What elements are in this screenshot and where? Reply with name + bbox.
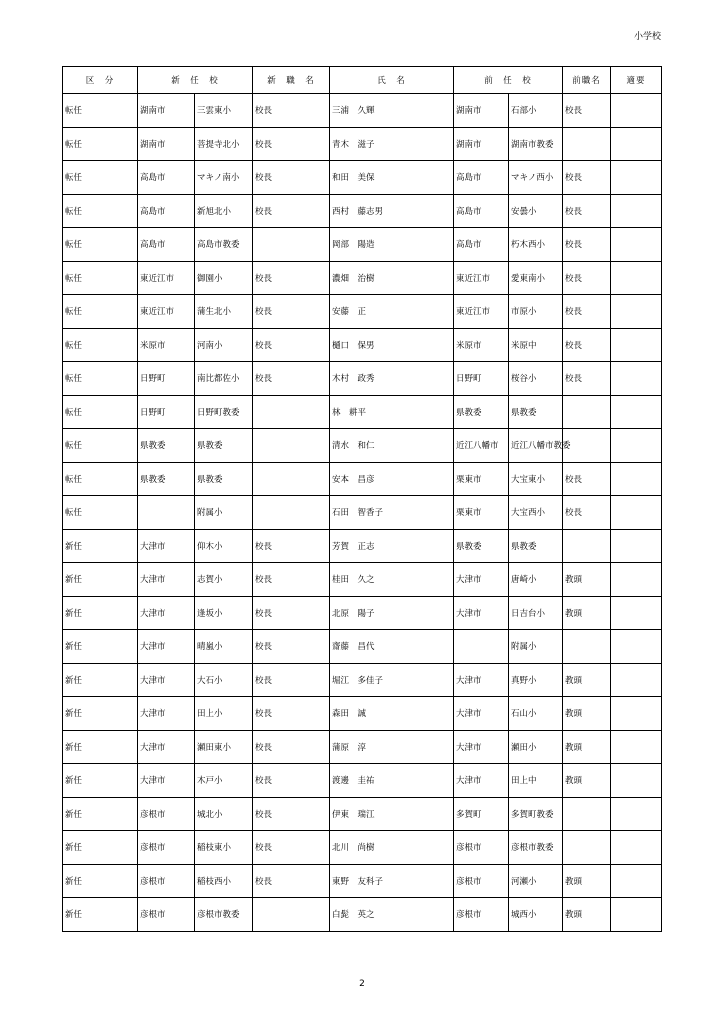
table-row	[63, 730, 662, 764]
table-row	[63, 228, 662, 262]
cell-remarks	[611, 395, 662, 429]
cell-prev-place: 高島市	[454, 194, 509, 228]
cell-prev-place: 湖南市	[454, 127, 509, 161]
cell-prev-post: 校長	[563, 362, 611, 396]
header-kubun: 区 分	[63, 67, 138, 94]
cell-remarks	[611, 596, 662, 630]
table-row	[63, 362, 662, 396]
table-row	[63, 94, 662, 128]
table-row	[63, 764, 662, 798]
cell-kubun: 新任	[63, 697, 138, 731]
cell-name: 伊東 瑞江	[330, 797, 454, 831]
table-row	[63, 496, 662, 530]
cell-new-school: 菩提寺北小	[195, 127, 253, 161]
cell-remarks	[611, 462, 662, 496]
cell-prev-place: 彦根市	[454, 864, 509, 898]
cell-prev-post	[563, 797, 611, 831]
cell-prev-post: 校長	[563, 462, 611, 496]
cell-prev-post: 教頭	[563, 764, 611, 798]
cell-kubun: 新任	[63, 831, 138, 865]
cell-prev-place: 栗東市	[454, 462, 509, 496]
cell-kubun: 新任	[63, 630, 138, 664]
cell-new-school: 瀬田東小	[195, 730, 253, 764]
cell-remarks	[611, 362, 662, 396]
cell-new-place: 彦根市	[138, 797, 195, 831]
cell-new-place: 米原市	[138, 328, 195, 362]
table-row	[63, 563, 662, 597]
cell-prev-post: 教頭	[563, 697, 611, 731]
cell-new-place: 大津市	[138, 663, 195, 697]
cell-kubun: 転任	[63, 228, 138, 262]
cell-prev-school: 県教委	[509, 529, 563, 563]
cell-kubun: 転任	[63, 194, 138, 228]
cell-new-post	[253, 395, 330, 429]
cell-prev-place: 日野町	[454, 362, 509, 396]
cell-new-school: 河南小	[195, 328, 253, 362]
cell-new-school: 南比都佐小	[195, 362, 253, 396]
cell-prev-place: 大津市	[454, 764, 509, 798]
cell-new-school: 木戸小	[195, 764, 253, 798]
cell-new-place: 高島市	[138, 228, 195, 262]
cell-name: 白髭 英之	[330, 898, 454, 932]
cell-prev-place: 栗東市	[454, 496, 509, 530]
cell-remarks	[611, 261, 662, 295]
cell-new-place	[138, 496, 195, 530]
table-body	[63, 94, 662, 932]
cell-new-post: 校長	[253, 630, 330, 664]
cell-new-place: 大津市	[138, 730, 195, 764]
cell-kubun: 新任	[63, 563, 138, 597]
cell-prev-school: 唐崎小	[509, 563, 563, 597]
header-prev-post: 前職名	[563, 67, 611, 94]
cell-prev-place: 湖南市	[454, 94, 509, 128]
cell-kubun: 転任	[63, 328, 138, 362]
cell-remarks	[611, 864, 662, 898]
cell-prev-school: マキノ西小	[509, 161, 563, 195]
cell-new-school: 日野町教委	[195, 395, 253, 429]
cell-name: 西村 藤志男	[330, 194, 454, 228]
cell-remarks	[611, 127, 662, 161]
cell-new-post: 校長	[253, 328, 330, 362]
cell-new-school: 晴嵐小	[195, 630, 253, 664]
cell-name: 桂田 久之	[330, 563, 454, 597]
table-row	[63, 295, 662, 329]
cell-name: 堀江 多佳子	[330, 663, 454, 697]
cell-new-school: 城北小	[195, 797, 253, 831]
cell-prev-post: 校長	[563, 261, 611, 295]
cell-prev-school: 田上中	[509, 764, 563, 798]
table-row	[63, 328, 662, 362]
cell-new-school: マキノ南小	[195, 161, 253, 195]
cell-prev-post	[563, 529, 611, 563]
cell-prev-post: 教頭	[563, 596, 611, 630]
cell-prev-place	[454, 630, 509, 664]
cell-new-place: 彦根市	[138, 831, 195, 865]
cell-kubun: 転任	[63, 94, 138, 128]
table-row	[63, 898, 662, 932]
cell-prev-place: 大津市	[454, 697, 509, 731]
table-row	[63, 630, 662, 664]
header-remarks: 適要	[611, 67, 662, 94]
cell-new-place: 大津市	[138, 596, 195, 630]
cell-name: 齋藤 昌代	[330, 630, 454, 664]
cell-new-post	[253, 462, 330, 496]
cell-name: 渡邊 圭祐	[330, 764, 454, 798]
cell-remarks	[611, 563, 662, 597]
table-row	[63, 864, 662, 898]
cell-kubun: 転任	[63, 362, 138, 396]
cell-new-post: 校長	[253, 764, 330, 798]
cell-new-school: 彦根市教委	[195, 898, 253, 932]
cell-name: 森田 誠	[330, 697, 454, 731]
cell-prev-post: 校長	[563, 496, 611, 530]
cell-name: 林 耕平	[330, 395, 454, 429]
cell-prev-post: 教頭	[563, 898, 611, 932]
cell-new-post	[253, 898, 330, 932]
table-row	[63, 797, 662, 831]
cell-kubun: 転任	[63, 462, 138, 496]
cell-name: 蒲原 淳	[330, 730, 454, 764]
cell-new-post	[253, 496, 330, 530]
cell-new-place: 彦根市	[138, 898, 195, 932]
cell-new-post: 校長	[253, 261, 330, 295]
cell-prev-place: 東近江市	[454, 295, 509, 329]
cell-prev-school: 桜谷小	[509, 362, 563, 396]
cell-prev-school: 日吉台小	[509, 596, 563, 630]
cell-prev-place: 東近江市	[454, 261, 509, 295]
cell-prev-place: 県教委	[454, 395, 509, 429]
cell-prev-post: 校長	[563, 94, 611, 128]
table-row	[63, 596, 662, 630]
cell-remarks	[611, 697, 662, 731]
cell-name: 安藤 正	[330, 295, 454, 329]
cell-new-school: 逢坂小	[195, 596, 253, 630]
cell-prev-post: 校長	[563, 161, 611, 195]
cell-name: 樋口 保男	[330, 328, 454, 362]
cell-new-post: 校長	[253, 663, 330, 697]
cell-new-school: 田上小	[195, 697, 253, 731]
cell-remarks	[611, 529, 662, 563]
cell-prev-school: 市原小	[509, 295, 563, 329]
cell-kubun: 転任	[63, 395, 138, 429]
cell-prev-place: 多賀町	[454, 797, 509, 831]
cell-remarks	[611, 429, 662, 463]
cell-prev-place: 大津市	[454, 563, 509, 597]
table-row	[63, 395, 662, 429]
cell-kubun: 新任	[63, 529, 138, 563]
table-row	[63, 161, 662, 195]
cell-new-place: 大津市	[138, 630, 195, 664]
cell-kubun: 新任	[63, 898, 138, 932]
cell-prev-post: 教頭	[563, 563, 611, 597]
cell-remarks	[611, 730, 662, 764]
table-row	[63, 462, 662, 496]
personnel-table	[62, 66, 662, 932]
cell-new-place: 県教委	[138, 429, 195, 463]
cell-name: 三浦 久輝	[330, 94, 454, 128]
cell-remarks	[611, 295, 662, 329]
cell-new-post: 校長	[253, 831, 330, 865]
table-row	[63, 663, 662, 697]
cell-prev-place: 県教委	[454, 529, 509, 563]
cell-prev-school: 米原中	[509, 328, 563, 362]
cell-remarks	[611, 831, 662, 865]
table-row	[63, 194, 662, 228]
cell-prev-post: 校長	[563, 228, 611, 262]
cell-prev-school: 河瀬小	[509, 864, 563, 898]
cell-name: 北川 尚樹	[330, 831, 454, 865]
cell-new-post: 校長	[253, 697, 330, 731]
cell-remarks	[611, 328, 662, 362]
cell-prev-place: 近江八幡市	[454, 429, 509, 463]
cell-new-post	[253, 429, 330, 463]
table-row	[63, 529, 662, 563]
cell-prev-place: 大津市	[454, 663, 509, 697]
cell-new-post: 校長	[253, 563, 330, 597]
cell-name: 青木 滋子	[330, 127, 454, 161]
cell-remarks	[611, 663, 662, 697]
cell-remarks	[611, 496, 662, 530]
cell-kubun: 新任	[63, 797, 138, 831]
cell-remarks	[611, 630, 662, 664]
cell-new-school: 県教委	[195, 429, 253, 463]
cell-prev-school: 県教委	[509, 395, 563, 429]
cell-prev-place: 米原市	[454, 328, 509, 362]
cell-new-place: 東近江市	[138, 295, 195, 329]
table-row	[63, 127, 662, 161]
cell-new-place: 日野町	[138, 395, 195, 429]
cell-new-post: 校長	[253, 529, 330, 563]
cell-remarks	[611, 764, 662, 798]
cell-prev-place: 彦根市	[454, 898, 509, 932]
cell-kubun: 転任	[63, 496, 138, 530]
cell-new-post: 校長	[253, 864, 330, 898]
cell-new-place: 高島市	[138, 161, 195, 195]
cell-prev-school: 朽木西小	[509, 228, 563, 262]
cell-kubun: 新任	[63, 764, 138, 798]
cell-kubun: 転任	[63, 429, 138, 463]
table-row	[63, 697, 662, 731]
cell-new-place: 高島市	[138, 194, 195, 228]
cell-name: 濃畑 治樹	[330, 261, 454, 295]
cell-name: 石田 智香子	[330, 496, 454, 530]
cell-new-post: 校長	[253, 127, 330, 161]
cell-prev-post: 校長	[563, 295, 611, 329]
cell-new-place: 大津市	[138, 563, 195, 597]
cell-new-post: 校長	[253, 94, 330, 128]
cell-prev-post: 教頭	[563, 864, 611, 898]
cell-remarks	[611, 797, 662, 831]
cell-new-post: 校長	[253, 797, 330, 831]
cell-prev-post	[563, 127, 611, 161]
cell-prev-school: 愛東南小	[509, 261, 563, 295]
cell-name: 安本 昌彦	[330, 462, 454, 496]
header-new-school: 新 任 校	[138, 67, 253, 94]
cell-prev-school: 多賀町教委	[509, 797, 563, 831]
cell-new-school: 大石小	[195, 663, 253, 697]
cell-kubun: 転任	[63, 127, 138, 161]
cell-kubun: 転任	[63, 161, 138, 195]
cell-prev-place: 高島市	[454, 161, 509, 195]
cell-remarks	[611, 94, 662, 128]
cell-new-school: 新旭北小	[195, 194, 253, 228]
table-row	[63, 429, 662, 463]
cell-name: 岡部 陽造	[330, 228, 454, 262]
cell-new-place: 大津市	[138, 764, 195, 798]
cell-prev-post: 教頭	[563, 730, 611, 764]
cell-new-post: 校長	[253, 295, 330, 329]
cell-prev-post	[563, 630, 611, 664]
cell-new-school: 県教委	[195, 462, 253, 496]
cell-kubun: 新任	[63, 730, 138, 764]
cell-prev-place: 高島市	[454, 228, 509, 262]
cell-prev-school: 大宝西小	[509, 496, 563, 530]
cell-prev-school: 瀬田小	[509, 730, 563, 764]
cell-prev-school: 石山小	[509, 697, 563, 731]
header-name: 氏 名	[330, 67, 454, 94]
cell-kubun: 新任	[63, 663, 138, 697]
cell-new-school: 蒲生北小	[195, 295, 253, 329]
cell-remarks	[611, 228, 662, 262]
cell-new-place: 大津市	[138, 529, 195, 563]
cell-new-post: 校長	[253, 362, 330, 396]
cell-prev-school: 近江八幡市教委	[509, 429, 563, 463]
cell-prev-post: 校長	[563, 194, 611, 228]
cell-kubun: 転任	[63, 261, 138, 295]
cell-new-school: 稲枝東小	[195, 831, 253, 865]
cell-name: 東野 友科子	[330, 864, 454, 898]
cell-prev-place: 彦根市	[454, 831, 509, 865]
cell-remarks	[611, 161, 662, 195]
cell-new-place: 県教委	[138, 462, 195, 496]
cell-prev-post: 校長	[563, 328, 611, 362]
cell-new-place: 大津市	[138, 697, 195, 731]
cell-remarks	[611, 194, 662, 228]
cell-new-school: 附属小	[195, 496, 253, 530]
cell-prev-school: 彦根市教委	[509, 831, 563, 865]
cell-prev-school: 安曇小	[509, 194, 563, 228]
table-row	[63, 831, 662, 865]
cell-name: 清水 和仁	[330, 429, 454, 463]
cell-new-school: 稲枝西小	[195, 864, 253, 898]
cell-prev-school: 附属小	[509, 630, 563, 664]
cell-new-place: 湖南市	[138, 127, 195, 161]
page-number: 2	[359, 979, 365, 989]
header-prev-school: 前 任 校	[454, 67, 563, 94]
cell-name: 和田 美保	[330, 161, 454, 195]
cell-prev-post: 教頭	[563, 663, 611, 697]
cell-prev-place: 大津市	[454, 596, 509, 630]
header-new-post: 新 職 名	[253, 67, 330, 94]
cell-new-post: 校長	[253, 161, 330, 195]
cell-remarks	[611, 898, 662, 932]
cell-kubun: 新任	[63, 596, 138, 630]
cell-prev-post	[563, 831, 611, 865]
cell-new-post: 校長	[253, 194, 330, 228]
cell-new-school: 志賀小	[195, 563, 253, 597]
cell-new-place: 東近江市	[138, 261, 195, 295]
cell-new-place: 日野町	[138, 362, 195, 396]
cell-prev-post	[563, 395, 611, 429]
school-level-label: 小学校	[633, 32, 661, 42]
cell-prev-school: 大宝東小	[509, 462, 563, 496]
cell-new-school: 仰木小	[195, 529, 253, 563]
cell-new-post	[253, 228, 330, 262]
cell-new-school: 御園小	[195, 261, 253, 295]
cell-prev-school: 湖南市教委	[509, 127, 563, 161]
cell-name: 芳賀 正志	[330, 529, 454, 563]
cell-new-place: 湖南市	[138, 94, 195, 128]
cell-kubun: 転任	[63, 295, 138, 329]
cell-prev-school: 真野小	[509, 663, 563, 697]
cell-new-post: 校長	[253, 596, 330, 630]
cell-prev-place: 大津市	[454, 730, 509, 764]
cell-name: 木村 政秀	[330, 362, 454, 396]
cell-kubun: 新任	[63, 864, 138, 898]
cell-new-post: 校長	[253, 730, 330, 764]
cell-new-place: 彦根市	[138, 864, 195, 898]
table-header-row	[63, 67, 662, 94]
cell-prev-school: 城西小	[509, 898, 563, 932]
cell-prev-school: 石部小	[509, 94, 563, 128]
cell-name: 北原 陽子	[330, 596, 454, 630]
table-row	[63, 261, 662, 295]
cell-new-school: 高島市教委	[195, 228, 253, 262]
cell-new-school: 三雲東小	[195, 94, 253, 128]
